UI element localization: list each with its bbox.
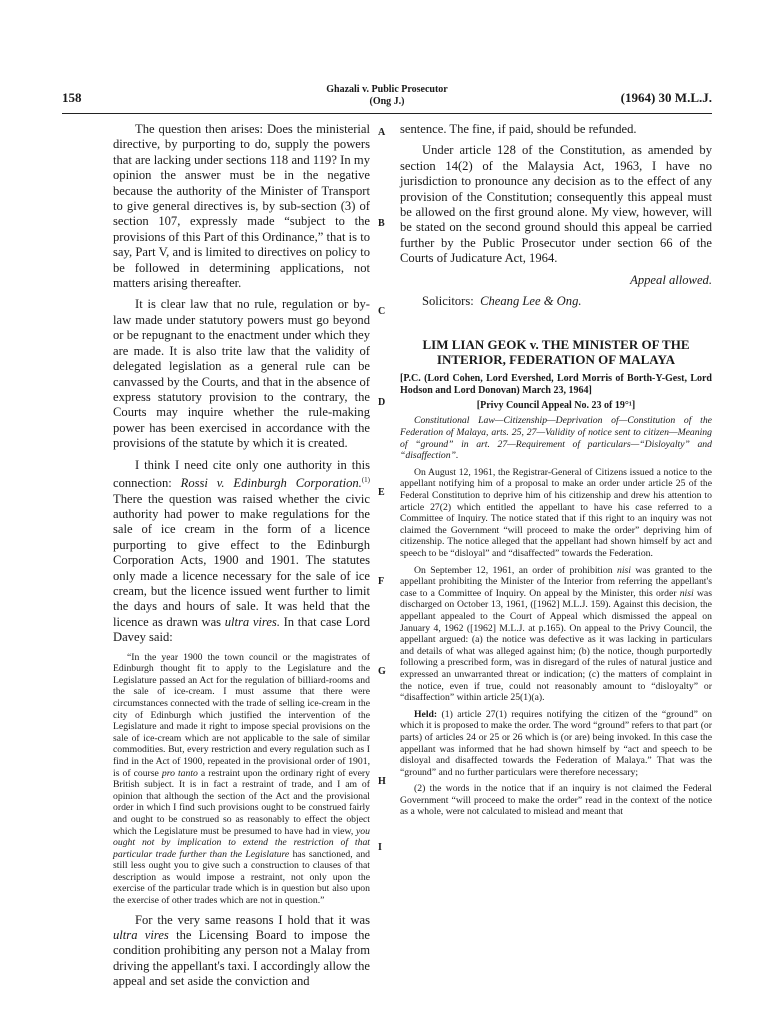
margin-letter-g: G xyxy=(378,666,386,677)
paragraph-conclusion: For the very same reasons I hold that it was ultra vires the Licensing Board to impose the condition prohibiting any person not a Malay from driving the appellant's taxi. I accordingly allow the appeal and set aside the conviction and xyxy=(113,912,370,989)
facts-paragraph-2: On September 12, 1961, an order of prohibition nisi was granted to the appellant prohibiting the Minister of the Interior from referring the appellant's case to a Committee of Inquiry. On appeal by the Minister, this order nisi was discharged on October 13, 1961, ([1962] M.L.J. 159). Against this decision, the appellant appealed to the Court of Appeal which dismissed the appeal on January 4, 1962 ([1962] M.L.J. at p.165). On appeal to the Privy Council, the appellant argued: (a) the notice was defective as it was lacking in particulars and details of what was alleged against him; (b) the notice, though purportedly following a prescribed form, was in disregard of the rules of natural justice and expressed an unwarranted threat or indication; (c) the matters of complaint in the notice, even if true, could not reasonably amount to “disloyalty” or “disaffection” within article 25(1)(a). xyxy=(400,564,712,704)
held-paragraph-1: Held: (1) article 27(1) requires notifying the citizen of the “ground” on which it is proposed to make the order. The word “ground” refers to that part (or parts) of articles 24 or 25 or 26 which is (or are) being invoked. In this case the appellant was informed that he had shown himself by “act and speech to be disloyal and disaffected towards the Federation of Malaya.” That was the “ground” and no further particulars were therefore necessary; xyxy=(400,708,712,778)
report-citation: (1964) 30 M.L.J. xyxy=(620,90,712,105)
appeal-number: [Privy Council Appeal No. 23 of 19°¹] xyxy=(476,400,636,412)
appeal-allowed: Appeal allowed. xyxy=(630,272,712,287)
paragraph-ministerial-directive: The question then arises: Does the ministerial directive, by purporting to do, supply the powers that are lacking under sections 118 and 119? In my opinion the answer must be in the negative because the authority of the Minister of Transport to give general directives is, by sub-section (3) of section 107, expressly made “subject to the provisions of this Part of this Ordinance,” that is to say, Part V, and is limited to directives on policy to be followed in determining applications, not matters arising thereafter. xyxy=(113,122,370,291)
running-title-judge: (Ong J.) xyxy=(369,96,405,107)
held-label: Held: xyxy=(414,708,438,720)
page-number: 158 xyxy=(62,90,82,105)
margin-letter-b: B xyxy=(378,218,385,229)
solicitors-line: Solicitors: Cheang Lee & Ong. xyxy=(422,294,582,309)
margin-letter-f: F xyxy=(378,576,385,587)
right-column xyxy=(400,122,712,823)
lord-davey-quotation: “In the year 1900 the town council or the magistrates of Edinburgh thought fit to apply to the Legislature and the Legislature passed an Act for the regulation of billiard-rooms and the sale of ice-cream. I must assume that there were circumstances connected with the trade of selling ice-cream in the city of Edinburgh which justified the intervention of the Legislature and made it right to impose special provisions on the sale of ice-cream which are not applicable to the sale of similar commodities. But, every restriction and every regulation such as I find in the Act of 1900, repeated in the provisional order of 1901, is of course pro tanto a restraint upon the ordinary right of every British subject. It is in fact a restraint of trade, and I am of opinion that although the section of the Act and the provisional order in which I find such provisions ought to be construed fairly and ought to be construed so as reasonably to effect the object which the Legislature must be presumed to have had in view, you ought not by implication to extend the restriction of that particular trade further than the Legislature has sanctioned, and still less ought you to give such a construction to clauses of that description as would impose a restraint, not only upon the exercise of the particular trade which is in question but also upon the exercise of other trades which are not in question.” xyxy=(113,651,371,907)
margin-letters xyxy=(378,0,392,1024)
footnote-ref: (1) xyxy=(361,475,371,484)
margin-letter-a: A xyxy=(378,127,386,138)
case-name-rossi: Rossi v. Edinburgh Corporation. xyxy=(180,476,362,491)
margin-letter-h: H xyxy=(378,776,386,787)
margin-letter-c: C xyxy=(378,306,386,317)
held-paragraph-2: (2) the words in the notice that if an inquiry is not claimed the Federal Government “will proceed to make the order” read in the context of the notice as a whole, were not calculated to mislead and meant that xyxy=(400,783,712,818)
paragraph-article-128: Under article 128 of the Constitution, as amended by section 14(2) of the Malaysia Act, 1963, I have no jurisdiction to pronounce any decision as to the effect of any provision of the Constitution; consequently this appeal must be allowed on the first ground alone. My view, however, will be stated on the second ground should this appeal be carried further by the Public Prosecutor under section 66 of the Courts of Judicature Act, 1964. xyxy=(400,143,712,266)
margin-letter-i: I xyxy=(378,842,382,853)
margin-letter-e: E xyxy=(378,487,385,498)
margin-letter-d: D xyxy=(378,397,386,408)
catchwords: Constitutional Law—Citizenship—Deprivation of—Constitution of the Federation of Malaya, arts. 25, 27—Validity of notice sent to citizen—Meaning of “ground” in art. 27—Requirement of particulars—“Disloyalty” and “disaffection”. xyxy=(400,415,712,462)
paragraph-delegated-legislation: It is clear law that no rule, regulation or by-law made under statutory powers must go beyond or be repugnant to the enactment under which they are made. It is also trite law that the validity of delegated legislation as a general rule can be canvassed by the Courts, and that in the absence of express statutory provision to the contrary, the Courts may inquire whether the rule-making power has been exercised in accordance with the provisions of the statute by which it is created. xyxy=(113,297,370,451)
paragraph-sentence: sentence. The fine, if paid, should be refunded. xyxy=(400,122,637,136)
facts-paragraph-1: On August 12, 1961, the Registrar-General of Citizens issued a notice to the appellant notifying him of a proposal to make an order under article 25 of the Federal Constitution to deprive him of his citizenship and drew his attention to article 27(2) which entitled the appellant to have his case referred to a Committee of Inquiry. The notice stated that if this right to an inquiry was not claimed the Government “will proceed to make the order” depriving him of citizenship. The notice alleged that the appellant had shown himself by act and speech to be “disloyal” and “disaffected” towards the Federation. xyxy=(400,466,712,559)
running-title-case: Ghazali v. Public Prosecutor xyxy=(326,84,448,95)
left-column xyxy=(113,122,370,996)
case-title: LIM LIAN GEOK v. THE MINISTER OF THE INTERIOR, FEDERATION OF MALAYA xyxy=(422,337,690,368)
paragraph-rossi-authority: I think I need cite only one authority in this connection: Rossi v. Edinburgh Corporation.$^{(1)}$ There the question was raised whether the civic authority had power to make regulations for the sale of ice cream in the form of a licence purporting to give effect to the Edinburgh Corporation Acts, 1900 and 1901. The statutes only made a licence necessary for the sale of ice cream, but the licence issued went further to limit the days and hours of sale. It was held that the licence as drawn was ultra vires. In that case Lord Davey said: xyxy=(113,457,371,645)
coram: [P.C. (Lord Cohen, Lord Evershed, Lord Morris of Borth-Y-Gest, Lord Hodson and Lord Donovan) March 23, 1964] xyxy=(400,373,712,397)
